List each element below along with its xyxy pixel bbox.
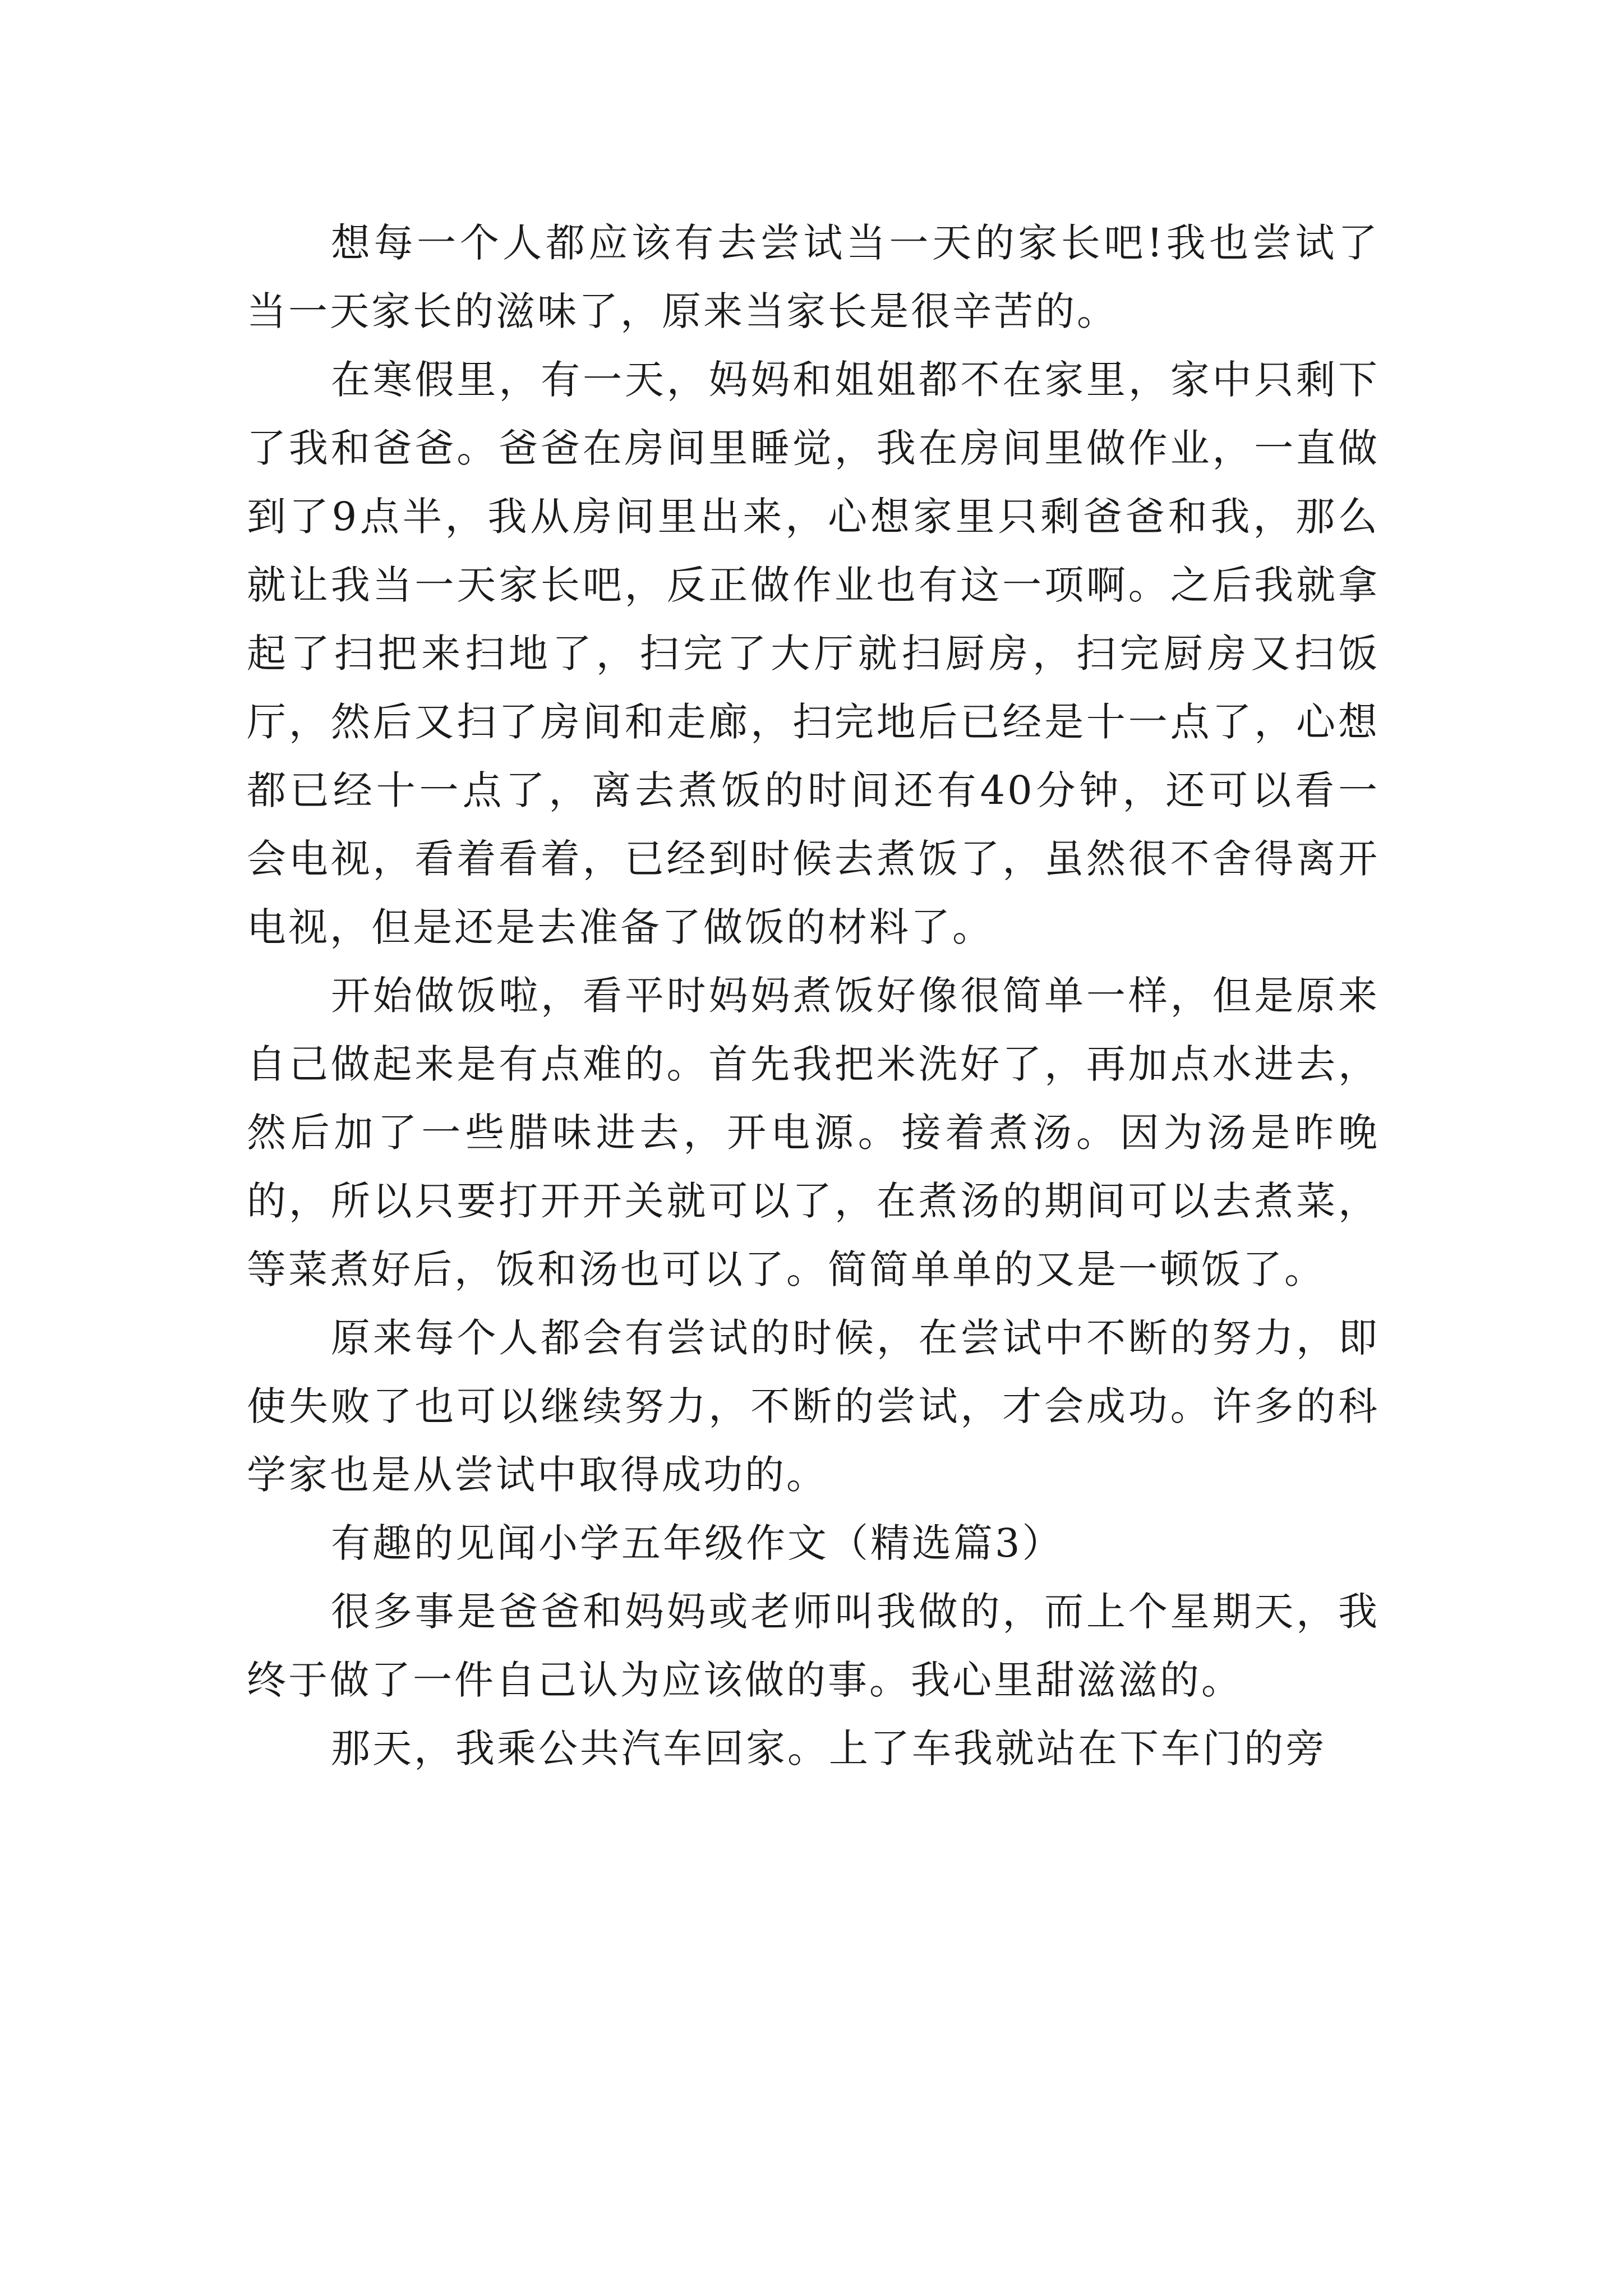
document-body	[247, 209, 1380, 1783]
paragraph-3: 开始做饭啦，看平时妈妈煮饭好像很简单一样，但是原来自己做起来是有点难的。首先我把米洗好了，再加点水进去，然后加了一些腊味进去，开电源。接着煮汤。因为汤是昨晚的，所以只要打开开关就可以了，在煮汤的期间可以去煮菜，等菜煮好后，饭和汤也可以了。简简单单的又是一顿饭了。	[247, 973, 1380, 1292]
paragraph-6: 那天，我乘公共汽车回家。上了车我就站在下车门的旁	[331, 1726, 1327, 1772]
paragraph-5: 很多事是爸爸和妈妈或老师叫我做的，而上个星期天，我终于做了一件自己认为应该做的事。我心里甜滋滋的。	[247, 1589, 1380, 1703]
paragraph-2: 在寒假里，有一天，妈妈和姐姐都不在家里，家中只剩下了我和爸爸。爸爸在房间里睡觉，我在房间里做作业，一直做到了9点半，我从房间里出来，心想家里只剩爸爸和我，那么就让我当一天家长吧，反正做作业也有这一项啊。之后我就拿起了扫把来扫地了，扫完了大厅就扫厨房，扫完厨房又扫饭厅，然后又扫了房间和走廊，扫完地后已经是十一点了，心想都已经十一点了，离去煮饭的时间还有40分钟，还可以看一会电视，看着看着，已经到时候去煮饭了，虽然很不舍得离开电视，但是还是去准备了做饭的材料了。	[247, 357, 1380, 950]
paragraph-1: 想每一个人都应该有去尝试当一天的家长吧!我也尝试了当一天家长的滋味了，原来当家长是很辛苦的。	[247, 220, 1380, 334]
section-heading: 有趣的见闻小学五年级作文（精选篇3）	[331, 1520, 1064, 1566]
paragraph-4: 原来每个人都会有尝试的时候，在尝试中不断的努力，即使失败了也可以继续努力，不断的尝试，才会成功。许多的科学家也是从尝试中取得成功的。	[247, 1315, 1380, 1498]
